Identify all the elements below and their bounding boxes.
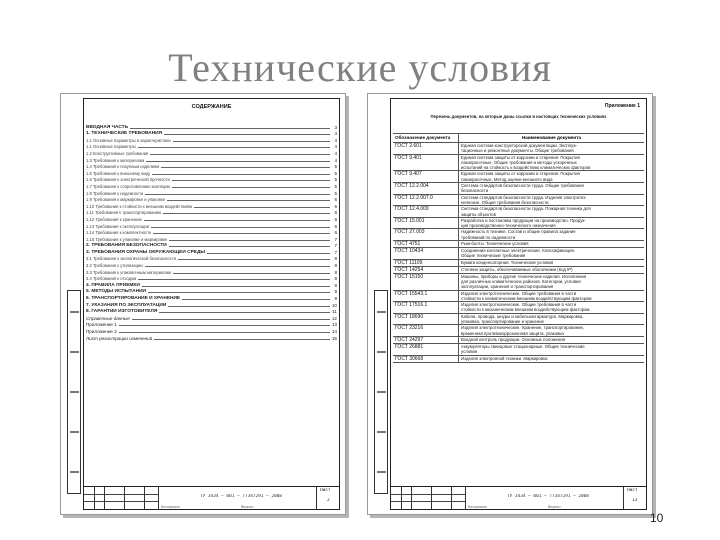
toc-entry-page: 8 xyxy=(334,269,337,275)
toc-entry xyxy=(86,255,337,262)
toc-entry xyxy=(86,130,337,137)
document-code-cell: ГОСТ 9.407 xyxy=(393,171,459,182)
toc-leader xyxy=(169,246,330,247)
toc-entry xyxy=(86,143,337,150)
table-row xyxy=(393,241,644,248)
toc-entry xyxy=(86,334,337,341)
toc-leader xyxy=(182,299,330,300)
toc-entry-page: 10 xyxy=(331,302,337,308)
toc-entry xyxy=(86,248,337,255)
toc-leader xyxy=(145,194,330,195)
table-row xyxy=(393,155,644,172)
toc-leader xyxy=(119,332,330,333)
toc-entry-title: 5. МЕТОДЫ ИСПЫТАНИЙ xyxy=(86,289,146,295)
footer-copied: Копировал xyxy=(468,505,488,509)
document-name-line: Система стандартов безопасности труда. Изделия электротех- xyxy=(461,194,587,200)
toc-entry-page: 13 xyxy=(331,322,337,328)
title-block-stamp xyxy=(391,486,646,509)
toc-entry-title: 1.2 Конструктивные требования xyxy=(86,150,149,156)
document-name-line: тационные и ремонтные документы. Общие требования xyxy=(461,148,574,154)
document-code-cell: ГОСТ 11109 xyxy=(393,260,459,266)
document-code-cell: ГОСТ 23216 xyxy=(393,325,459,336)
toc-entry-title: 3. ТРЕБОВАНИЯ ОХРАНЫ ОКРУЖАЮЩЕЙ СРЕДЫ xyxy=(86,249,206,255)
document-name-line: упаковка, транспортирование и хранение xyxy=(461,319,545,325)
document-name-line: лакокрасочные. Общие требования и методы ускоренных xyxy=(461,159,577,165)
document-name-line: условия xyxy=(461,349,478,355)
table-header xyxy=(393,133,644,143)
toc-entry xyxy=(86,189,337,196)
table-row xyxy=(393,314,644,326)
document-name-line: Общие технические требования xyxy=(461,253,526,259)
toc-leader xyxy=(194,207,330,208)
toc-entry-title: 1.12 Требования к хранению xyxy=(86,216,142,222)
table-of-contents xyxy=(86,123,337,341)
document-code-cell: ГОСТ 30668 xyxy=(393,356,459,362)
toc-leader xyxy=(146,161,330,162)
toc-entry-title: 1.6 Требования к электрической прочности xyxy=(86,177,170,183)
sheet-label: Лист xyxy=(320,488,331,493)
table-row xyxy=(393,325,644,337)
toc-entry-page: 3 xyxy=(334,124,337,130)
column-header-name: Наименование документа xyxy=(521,135,582,140)
toc-entry-title: 1.1 Основные параметры и характеристики xyxy=(86,137,171,143)
document-code-cell: ГОСТ 17516.1 xyxy=(393,302,459,313)
toc-entry-page: 6 xyxy=(334,223,337,229)
toc-entry-title: 1. ТЕХНИЧЕСКИЕ ТРЕБОВАНИЯ xyxy=(86,131,163,137)
document-code-cell: ГОСТ 10434 xyxy=(393,248,459,259)
toc-entry-page: 8 xyxy=(334,276,337,282)
toc-leader xyxy=(173,141,330,142)
table-row xyxy=(393,274,644,291)
toc-entry-page: 15 xyxy=(331,335,337,341)
document-name-line: требований по надежности xyxy=(461,234,516,240)
toc-entry xyxy=(86,222,337,229)
document-name-cell xyxy=(459,218,644,229)
toc-entry-title: Лист регистрации изменений xyxy=(86,335,153,341)
toc-entry-title: 1.10 Требования к стойкости к внешним воздействиям xyxy=(86,203,192,209)
toc-entry xyxy=(86,275,337,282)
table-row xyxy=(393,206,644,218)
toc-entry-page: 5 xyxy=(334,183,337,189)
document-code-cell: ГОСТ 15150 xyxy=(393,274,459,290)
document-code-cell: ГОСТ 15543.1 xyxy=(393,291,459,302)
toc-entry-page: 4 xyxy=(334,157,337,163)
document-name-cell xyxy=(459,325,644,336)
toc-leader xyxy=(159,312,330,313)
toc-leader xyxy=(138,279,330,280)
document-name-line: Соединения контактные электрические. Классификация. xyxy=(461,248,575,254)
toc-entry-title: 7. УКАЗАНИЯ ПО ЭКСПЛУАТАЦИИ xyxy=(86,302,167,308)
document-code-cell: ГОСТ 2.601 xyxy=(393,143,459,154)
table-row xyxy=(393,344,644,356)
toc-entry-title: 3.2 Требования к утилизации xyxy=(86,263,143,269)
document-code-cell: ГОСТ 27.003 xyxy=(393,229,459,240)
toc-entry-title: 1.8 Требования к надежности xyxy=(86,190,144,196)
sheet-number: 13 xyxy=(632,498,638,503)
footer-copied: Копировал xyxy=(161,505,181,509)
toc-entry xyxy=(86,288,337,295)
toc-entry xyxy=(86,209,337,216)
toc-entry-title: 3.3 Требования к упаковочным материалам xyxy=(86,269,172,275)
table-row xyxy=(393,143,644,155)
toc-entry-page: 6 xyxy=(334,197,337,203)
toc-leader xyxy=(161,167,330,168)
table-row xyxy=(393,229,644,241)
document-code-cell: ГОСТ 12.2.004 xyxy=(393,183,459,194)
document-name-cell xyxy=(459,274,644,290)
toc-entry-page: 6 xyxy=(334,203,337,209)
document-name-line: для различных климатических районов. Категории, условия xyxy=(461,278,581,284)
document-name-cell xyxy=(459,356,644,362)
toc-entry xyxy=(86,169,337,176)
sheet-label: Лист xyxy=(627,488,638,493)
toc-entry-page: 5 xyxy=(334,170,337,176)
toc-entry-title: 1.14 Требования к комплектности xyxy=(86,230,152,236)
toc-entry xyxy=(86,202,337,209)
table-row xyxy=(393,248,644,260)
toc-entry xyxy=(86,308,337,315)
table-row xyxy=(393,267,644,274)
table-row xyxy=(393,302,644,314)
toc-entry-title: 1.3 Требования к материалам xyxy=(86,157,145,163)
footer-format: Формат xyxy=(241,505,254,509)
document-name-line: Кабели, провода, шнуры и кабельная арматура. Маркировка, xyxy=(461,313,584,319)
toc-document-page xyxy=(60,93,346,515)
toc-entry-title: 1.15 Требования к упаковке и маркировке xyxy=(86,236,168,242)
toc-entry-title: 1.13 Требования к эксплуатации xyxy=(86,223,149,229)
toc-leader xyxy=(152,174,330,175)
document-name-line: Надежность в технике. Состав и общие правила задания xyxy=(461,229,576,235)
column-header-document: Обозначение документа xyxy=(393,134,459,142)
document-name-line: Изделия электронной техники. Маркировка xyxy=(461,355,548,361)
toc-entry-title: 3.1 Требования к экологической безопасности xyxy=(86,256,176,262)
page-frame xyxy=(83,98,340,510)
document-name-line: Изделия электротехнические. Общие требования в части xyxy=(461,290,577,296)
toc-entry-page: 12 xyxy=(331,315,337,321)
table-row xyxy=(393,337,644,344)
toc-entry-page: 4 xyxy=(334,131,337,137)
document-name-cell xyxy=(459,206,644,217)
toc-entry-page: 4 xyxy=(334,150,337,156)
toc-leader xyxy=(172,187,330,188)
document-name-line: нические. Общие требования безопасности xyxy=(461,199,549,205)
document-name-line: Единая система конструкторской документации. Эксплуа- xyxy=(461,143,578,148)
table-row xyxy=(393,260,644,267)
toc-entry xyxy=(86,281,337,288)
slide-title: Технические условия xyxy=(168,45,552,90)
document-name-line: временная противокоррозионная защита, упаковка xyxy=(461,330,564,336)
document-code-cell: ГОСТ 9.401 xyxy=(393,155,459,171)
document-name-line: стойкости к климатическим внешним воздействующим факторам xyxy=(461,295,592,301)
toc-leader xyxy=(207,253,330,254)
table-row xyxy=(393,171,644,183)
table-row xyxy=(393,218,644,230)
document-name-cell xyxy=(459,302,644,313)
toc-entry-title: 1.1 Основные параметры xyxy=(86,144,136,150)
left-margin-column xyxy=(374,290,388,494)
document-name-cell xyxy=(459,241,644,247)
document-name-cell xyxy=(459,155,644,171)
toc-entry xyxy=(86,123,337,130)
toc-entry xyxy=(86,268,337,275)
document-name-cell xyxy=(459,337,644,343)
document-name-line: Аккумуляторы свинцовые стационарные. Общие технические xyxy=(461,343,585,349)
toc-entry xyxy=(86,327,337,334)
document-name-line: испытаний на стойкость к воздействию климатических факторов xyxy=(461,165,591,171)
document-code-cell: ГОСТ 4751 xyxy=(393,241,459,247)
table-row xyxy=(393,291,644,303)
document-name-line: ция производственно-технического назначения xyxy=(461,223,556,229)
toc-entry-page: 6 xyxy=(334,210,337,216)
toc-entry-title: 3.4 Требования к отходам xyxy=(86,276,137,282)
toc-entry xyxy=(86,301,337,308)
toc-entry-page: 7 xyxy=(334,243,337,249)
document-code-cell: ГОСТ 14254 xyxy=(393,267,459,273)
toc-entry-page: 9 xyxy=(334,296,337,302)
toc-entry-page: 8 xyxy=(334,263,337,269)
toc-leader xyxy=(164,134,330,135)
toc-entry-title: 1.11 Требования к транспортированию xyxy=(86,210,162,216)
toc-leader xyxy=(167,200,330,201)
toc-entry-page: 6 xyxy=(334,230,337,236)
toc-entry-title: 2. ТРЕБОВАНИЯ БЕЗОПАСНОСТИ xyxy=(86,243,167,249)
title-block-stamp xyxy=(84,486,339,509)
toc-entry xyxy=(86,215,337,222)
toc-leader xyxy=(142,286,330,287)
toc-entry-title: 6. ТРАНСПОРТИРОВАНИЕ И ХРАНЕНИЕ xyxy=(86,296,181,302)
toc-entry-page: 6 xyxy=(334,216,337,222)
toc-entry-title: 4. ПРАВИЛА ПРИЕМКИ xyxy=(86,282,140,288)
toc-entry xyxy=(86,294,337,301)
toc-leader xyxy=(130,128,330,129)
document-name-line: Рым-болты. Технические условия xyxy=(461,241,529,247)
toc-leader xyxy=(145,266,330,267)
page-frame xyxy=(390,98,647,510)
document-name-cell xyxy=(459,229,644,240)
table-row xyxy=(393,195,644,207)
document-name-line: стойкости к механическим внешним воздействующим факторам xyxy=(461,307,590,313)
document-name-line: Бумага конденсаторная. Технические условия xyxy=(461,259,554,265)
document-name-line: Машины, приборы и другие технические изделия. Исполнения xyxy=(461,273,587,279)
references-subtitle: Перечень документов, на которые даны ссылки в настоящих технических условиях xyxy=(430,114,607,119)
toc-entry xyxy=(86,229,337,236)
document-name-line: эксплуатации, хранения и транспортирования xyxy=(461,284,554,290)
toc-leader xyxy=(151,227,330,228)
toc-leader xyxy=(173,273,330,274)
toc-entry-page: 5 xyxy=(334,190,337,196)
references-table xyxy=(393,133,644,485)
toc-entry-page: 9 xyxy=(334,289,337,295)
toc-entry-page: 7 xyxy=(334,236,337,242)
toc-entry xyxy=(86,182,337,189)
toc-entry-page: 4 xyxy=(334,144,337,150)
document-name-line: лакокрасочные. Метод оценки внешнего вида xyxy=(461,176,553,182)
toc-leader xyxy=(154,339,330,340)
toc-leader xyxy=(169,240,330,241)
document-code: ТУ 3434 – 001 – 77347291 – 2008 xyxy=(200,494,282,499)
toc-entry-title: 1.7 Требования к сопротивлению изоляции xyxy=(86,183,170,189)
toc-leader xyxy=(178,259,330,260)
document-code-cell: ГОСТ 12.2.007.0 xyxy=(393,195,459,206)
toc-entry-title: 1.5 Требования к внешнему виду xyxy=(86,170,151,176)
document-name-cell xyxy=(459,171,644,182)
toc-heading: СОДЕРЖАНИЕ xyxy=(191,104,232,110)
appendix-label: Приложение 1 xyxy=(604,103,640,109)
toc-entry-page: 5 xyxy=(334,177,337,183)
table-row xyxy=(393,356,644,363)
toc-entry-title: 1.4 Требования к покупным изделиям xyxy=(86,164,160,170)
document-name-line: Изделия электротехнические. Общие требования в части xyxy=(461,302,577,308)
document-name-line: Разработка и постановка продукции на производство. Продук- xyxy=(461,217,586,223)
document-name-cell xyxy=(459,344,644,355)
toc-entry xyxy=(86,156,337,163)
toc-entry-page: 4 xyxy=(334,137,337,143)
toc-entry xyxy=(86,149,337,156)
document-name-cell xyxy=(459,143,644,154)
toc-leader xyxy=(163,213,330,214)
toc-entry-title: Приложение 1 xyxy=(86,322,117,328)
toc-entry-page: 5 xyxy=(334,164,337,170)
toc-entry-title: ВВОДНАЯ ЧАСТЬ xyxy=(86,124,129,130)
toc-entry xyxy=(86,136,337,143)
toc-entry-page: 11 xyxy=(332,309,337,315)
toc-entry xyxy=(86,235,337,242)
document-name-line: защиты объектов xyxy=(461,211,496,217)
toc-entry xyxy=(86,261,337,268)
document-code-cell: ГОСТ 15.001 xyxy=(393,218,459,229)
toc-entry-page: 7 xyxy=(334,249,337,255)
toc-entry-page: 14 xyxy=(331,329,337,334)
document-name-cell xyxy=(459,267,644,273)
toc-entry xyxy=(86,176,337,183)
sheet-number: 2 xyxy=(327,498,330,503)
document-name-cell xyxy=(459,195,644,206)
document-name-line: Единая система защиты от коррозии и старения. Покрытия xyxy=(461,171,580,177)
document-name-line: Система стандартов безопасности труда. Пожарная техника для xyxy=(461,206,591,212)
toc-leader xyxy=(150,154,330,155)
toc-leader xyxy=(172,180,330,181)
document-name-cell xyxy=(459,314,644,325)
document-code-cell: ГОСТ 18690 xyxy=(393,314,459,325)
document-name-line: Входной контроль продукции. Основные положения xyxy=(461,336,566,342)
toc-leader xyxy=(132,319,330,320)
toc-leader xyxy=(138,147,330,148)
slide-number: 10 xyxy=(650,511,664,525)
toc-leader xyxy=(144,220,330,221)
footer-format: Формат xyxy=(548,505,561,509)
document-name-line: Степени защиты, обеспечиваемые оболочками (Код IP) xyxy=(461,266,573,272)
toc-leader xyxy=(168,306,330,307)
document-code-cell: ГОСТ 24297 xyxy=(393,337,459,343)
table-body xyxy=(393,143,644,363)
toc-entry xyxy=(86,196,337,203)
document-code-cell: ГОСТ 26881 xyxy=(393,344,459,355)
document-name-line: Система стандартов безопасности труда. Общие требования xyxy=(461,183,584,189)
document-name-cell xyxy=(459,248,644,259)
left-margin-column xyxy=(67,290,81,494)
toc-entry xyxy=(86,163,337,170)
document-name-line: Изделия электротехнические. Хранение, транспортирование, xyxy=(461,325,585,331)
toc-entry-title: 8. ГАРАНТИИ ИЗГОТОВИТЕЛЯ xyxy=(86,309,158,315)
document-name-cell xyxy=(459,183,644,194)
toc-entry xyxy=(86,314,337,321)
toc-leader xyxy=(153,233,330,234)
toc-entry xyxy=(86,321,337,328)
toc-entry-title: 1.9 Требования к маркировке и упаковке xyxy=(86,197,166,203)
document-name-line: Единая система защиты от коррозии и старения. Покрытия xyxy=(461,154,580,160)
toc-leader xyxy=(148,292,330,293)
toc-entry-title: Справочные данные xyxy=(86,315,130,321)
toc-leader xyxy=(119,325,330,326)
toc-entry-page: 8 xyxy=(334,256,337,262)
document-code: ТУ 3434 – 001 – 77347291 – 2008 xyxy=(507,494,589,499)
document-code-cell: ГОСТ 12.4.009 xyxy=(393,206,459,217)
table-row xyxy=(393,183,644,195)
document-name-cell xyxy=(459,291,644,302)
document-name-cell xyxy=(459,260,644,266)
toc-entry-page: 8 xyxy=(334,282,337,288)
document-name-line: безопасности xyxy=(461,188,489,194)
references-document-page xyxy=(367,93,653,515)
toc-entry-title: Приложение 2 xyxy=(86,329,117,334)
toc-entry xyxy=(86,242,337,249)
